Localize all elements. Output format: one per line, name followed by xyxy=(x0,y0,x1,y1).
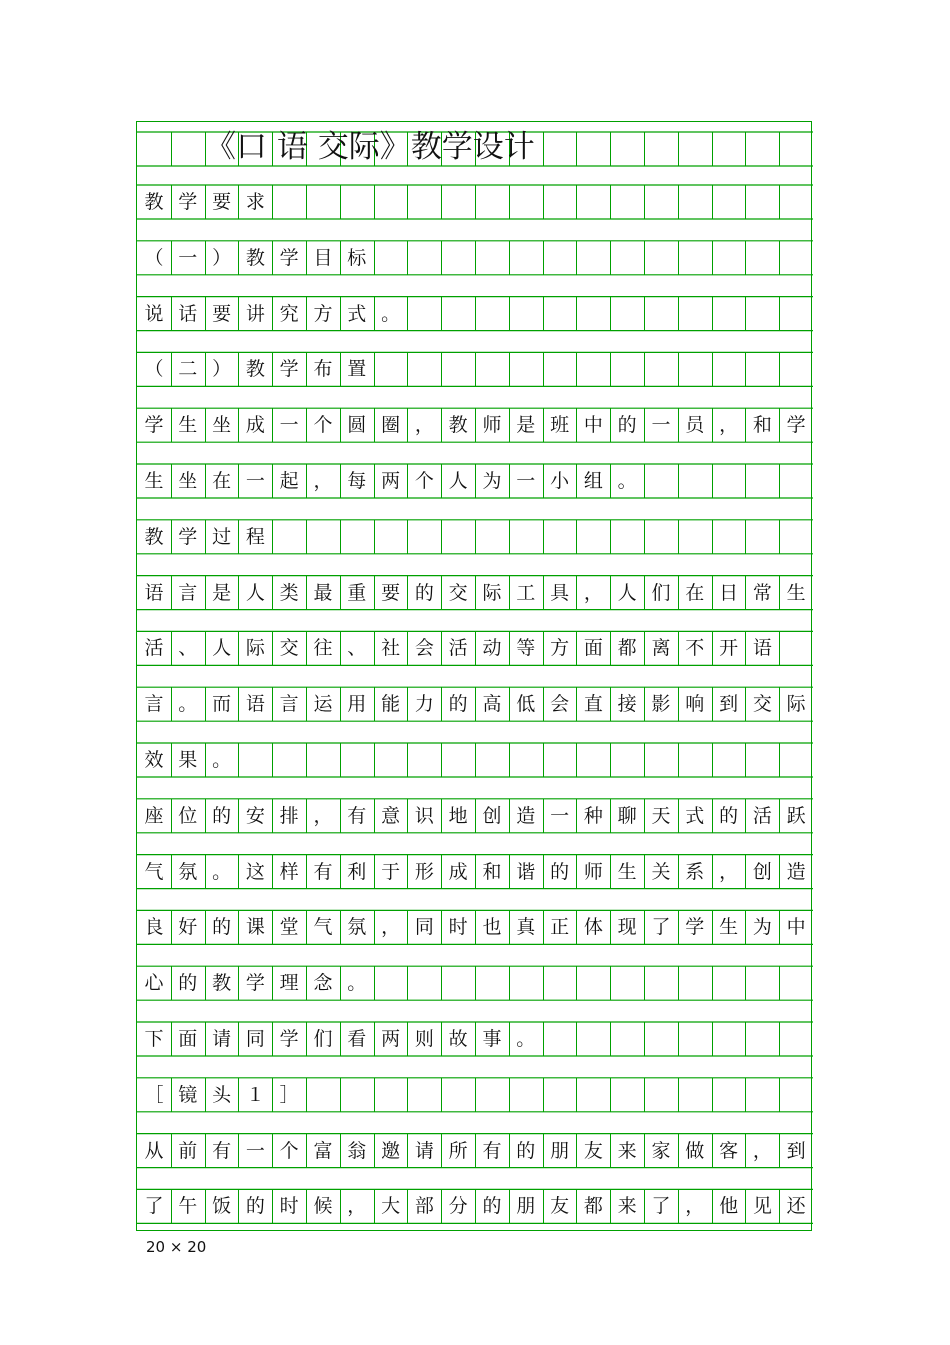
grid-char: ） xyxy=(212,246,232,269)
grid-char: 为 xyxy=(752,916,772,939)
grid-char: 了 xyxy=(651,916,671,939)
grid-char: 头 xyxy=(212,1083,232,1106)
grid-char: 会 xyxy=(414,637,434,660)
grid-char: 心 xyxy=(144,972,164,995)
grid-char: 是 xyxy=(516,414,536,437)
grid-char: 一 xyxy=(245,1139,265,1162)
grid-char: 的 xyxy=(414,581,434,604)
grid-char: 重 xyxy=(347,581,367,604)
grid-char: 。 xyxy=(212,860,232,883)
grid-char: 员 xyxy=(685,414,705,437)
grid-char: 师 xyxy=(583,860,603,883)
grid-char: 求 xyxy=(245,191,265,213)
grid-char: ， xyxy=(347,1195,367,1218)
grid-char: 的 xyxy=(212,804,232,827)
grid-char: 两 xyxy=(381,470,401,492)
grid-char: 。 xyxy=(178,693,198,716)
grid-char: 方 xyxy=(313,302,333,325)
grid-char: 式 xyxy=(685,804,705,827)
grid-char: 的 xyxy=(212,916,232,939)
grid-char: 班 xyxy=(550,414,570,437)
grid-char: 都 xyxy=(583,1195,603,1218)
grid-char: 语 xyxy=(752,637,772,660)
grid-char: 家 xyxy=(651,1139,671,1162)
grid-char: 位 xyxy=(178,804,198,827)
grid-char: ］ xyxy=(279,1083,299,1106)
grid-char: 创 xyxy=(482,804,502,827)
grid-char: 正 xyxy=(550,916,570,939)
grid-char: 日 xyxy=(719,581,739,604)
grid-char: ） xyxy=(212,358,232,381)
grid-size-label: 20 × 20 xyxy=(146,1238,207,1256)
grid-char: 大 xyxy=(381,1195,401,1218)
grid-char: 于 xyxy=(381,860,401,883)
grid-char: 体 xyxy=(583,916,603,939)
grid-char: 来 xyxy=(617,1139,637,1162)
grid-char: 方 xyxy=(550,637,570,660)
grid-char: 社 xyxy=(381,637,401,660)
grid-char: 到 xyxy=(719,693,739,716)
grid-char: 坐 xyxy=(178,470,198,492)
grid-char: 中 xyxy=(583,414,603,437)
grid-char: 部 xyxy=(414,1195,434,1218)
grid-char: 生 xyxy=(178,414,198,437)
grid-char: 请 xyxy=(212,1028,232,1050)
grid-lines xyxy=(137,122,813,1232)
grid-char: 教 xyxy=(144,191,164,213)
grid-char: 午 xyxy=(178,1195,198,1218)
grid-char: 前 xyxy=(178,1139,198,1162)
grid-char: 一 xyxy=(516,470,536,492)
grid-char: 语 xyxy=(144,581,164,604)
grid-char: 活 xyxy=(448,637,468,660)
grid-char: ， xyxy=(719,414,739,437)
grid-char: 效 xyxy=(144,749,164,771)
grid-char: （ xyxy=(144,246,164,269)
grid-char: 言 xyxy=(144,693,164,716)
grid-char: 同 xyxy=(245,1028,265,1050)
grid-char: 也 xyxy=(482,916,502,939)
grid-char: 目 xyxy=(313,246,333,269)
grid-char: 圆 xyxy=(347,414,367,437)
grid-char: 一 xyxy=(651,414,671,437)
grid-char: 们 xyxy=(651,581,671,604)
grid-char: ， xyxy=(381,916,401,939)
grid-char: 跃 xyxy=(786,804,806,827)
grid-char: 能 xyxy=(381,693,401,716)
grid-char: 天 xyxy=(651,804,671,827)
grid-char: 教 xyxy=(245,246,265,269)
grid-char: 。 xyxy=(516,1028,536,1050)
grid-char: 造 xyxy=(786,860,806,883)
grid-char: 。 xyxy=(347,972,367,995)
grid-char: 一 xyxy=(178,246,198,269)
grid-char: 布 xyxy=(313,358,333,381)
grid-char: 人 xyxy=(448,470,468,492)
grid-char: 程 xyxy=(245,525,265,548)
grid-char: 关 xyxy=(651,860,671,883)
grid-char: 活 xyxy=(752,804,772,827)
grid-char: ， xyxy=(685,1195,705,1218)
grid-char: 朋 xyxy=(516,1195,536,1218)
grid-char: 人 xyxy=(245,581,265,604)
grid-char: 的 xyxy=(178,972,198,995)
grid-char: 二 xyxy=(178,358,198,381)
grid-char: 种 xyxy=(583,804,603,827)
grid-char: 则 xyxy=(414,1028,434,1050)
grid-char: 运 xyxy=(313,693,333,716)
grid-char: 置 xyxy=(347,358,367,381)
grid-char: 往 xyxy=(313,637,333,660)
grid-char: 圈 xyxy=(381,414,401,437)
grid-char: 生 xyxy=(719,916,739,939)
grid-char: 标 xyxy=(347,246,367,269)
grid-char: 良 xyxy=(144,916,164,939)
grid-char: 常 xyxy=(752,581,772,604)
grid-char: 学 xyxy=(786,414,806,437)
grid-char: 一 xyxy=(279,414,299,437)
grid-char: 最 xyxy=(313,581,333,604)
grid-char: 所 xyxy=(448,1139,468,1162)
grid-char: 都 xyxy=(617,637,637,660)
grid-char: 识 xyxy=(414,804,434,827)
grid-char: 个 xyxy=(414,470,434,492)
grid-char: 教 xyxy=(144,525,164,548)
manuscript-grid-paper xyxy=(136,121,812,1231)
grid-char: 地 xyxy=(448,804,468,827)
grid-char: 他 xyxy=(719,1195,739,1218)
grid-char: 到 xyxy=(786,1139,806,1162)
grid-char: 讲 xyxy=(245,302,265,325)
grid-char: 谐 xyxy=(516,860,536,883)
grid-char: 究 xyxy=(279,302,299,325)
grid-char: 翁 xyxy=(347,1139,367,1162)
grid-char: 见 xyxy=(752,1195,772,1218)
grid-char: 镜 xyxy=(178,1083,198,1106)
grid-char: 一 xyxy=(550,804,570,827)
grid-char: 了 xyxy=(144,1195,164,1218)
grid-char: 中 xyxy=(786,916,806,939)
grid-char: ， xyxy=(719,860,739,883)
grid-char: １ xyxy=(245,1083,265,1106)
grid-char: 的 xyxy=(448,693,468,716)
grid-char: 理 xyxy=(279,972,299,995)
grid-char: 学 xyxy=(279,246,299,269)
grid-char: 要 xyxy=(212,191,232,213)
grid-char: ， xyxy=(414,414,434,437)
document-title: 《口 语 交际》教学设计 xyxy=(205,129,535,165)
grid-char: 故 xyxy=(448,1028,468,1050)
grid-char: 际 xyxy=(786,693,806,716)
grid-char: 的 xyxy=(516,1139,536,1162)
grid-char: 。 xyxy=(212,749,232,771)
grid-char: 起 xyxy=(279,470,299,492)
grid-char: 高 xyxy=(482,693,502,716)
grid-char: 的 xyxy=(550,860,570,883)
grid-char: 富 xyxy=(313,1139,333,1162)
grid-char: 而 xyxy=(212,693,232,716)
grid-char: 气 xyxy=(144,860,164,883)
grid-char: 教 xyxy=(448,414,468,437)
grid-char: 的 xyxy=(245,1195,265,1218)
grid-char: 、 xyxy=(347,637,367,660)
grid-char: ， xyxy=(752,1139,772,1162)
grid-char: 有 xyxy=(482,1139,502,1162)
grid-char: 氛 xyxy=(178,860,198,883)
grid-char: 生 xyxy=(617,860,637,883)
grid-char: 果 xyxy=(178,749,198,771)
grid-char: 类 xyxy=(279,581,299,604)
grid-char: 意 xyxy=(381,804,401,827)
grid-char: 朋 xyxy=(550,1139,570,1162)
grid-char: 还 xyxy=(786,1195,806,1218)
grid-char: 成 xyxy=(448,860,468,883)
grid-char: ， xyxy=(583,581,603,604)
grid-char: 有 xyxy=(313,860,333,883)
grid-char: 际 xyxy=(482,581,502,604)
grid-char: 成 xyxy=(245,414,265,437)
grid-char: ， xyxy=(313,804,333,827)
grid-char: 交 xyxy=(752,693,772,716)
grid-char: 要 xyxy=(212,302,232,325)
grid-char: 人 xyxy=(617,581,637,604)
grid-char: 言 xyxy=(178,581,198,604)
grid-char: 教 xyxy=(245,358,265,381)
grid-char: 和 xyxy=(482,860,502,883)
grid-char: 会 xyxy=(550,693,570,716)
grid-char: 安 xyxy=(245,804,265,827)
grid-char: 做 xyxy=(685,1139,705,1162)
grid-char: 影 xyxy=(651,693,671,716)
grid-char: 低 xyxy=(516,693,536,716)
grid-char: 座 xyxy=(144,804,164,827)
grid-char: 活 xyxy=(144,637,164,660)
grid-char: 说 xyxy=(144,302,164,325)
grid-char: 语 xyxy=(245,693,265,716)
grid-char: 客 xyxy=(719,1139,739,1162)
grid-char: 的 xyxy=(617,414,637,437)
grid-char: 这 xyxy=(245,860,265,883)
grid-char: 邀 xyxy=(381,1139,401,1162)
grid-char: 生 xyxy=(786,581,806,604)
grid-char: 友 xyxy=(550,1195,570,1218)
grid-char: 友 xyxy=(583,1139,603,1162)
grid-char: 为 xyxy=(482,470,502,492)
grid-char: 现 xyxy=(617,916,637,939)
grid-char: 的 xyxy=(482,1195,502,1218)
grid-char: 饭 xyxy=(212,1195,232,1218)
grid-char: 式 xyxy=(347,302,367,325)
grid-char: 。 xyxy=(381,302,401,325)
grid-char: 的 xyxy=(719,804,739,827)
grid-char: 有 xyxy=(212,1139,232,1162)
grid-char: 学 xyxy=(685,916,705,939)
grid-char: 交 xyxy=(448,581,468,604)
grid-char: 是 xyxy=(212,581,232,604)
grid-char: 时 xyxy=(448,916,468,939)
grid-char: 面 xyxy=(178,1028,198,1050)
grid-char: 学 xyxy=(178,525,198,548)
grid-char: 教 xyxy=(212,972,232,995)
grid-char: 两 xyxy=(381,1028,401,1050)
grid-char: 直 xyxy=(583,693,603,716)
grid-char: 组 xyxy=(583,470,603,492)
grid-char: 真 xyxy=(516,916,536,939)
grid-char: 候 xyxy=(313,1195,333,1218)
grid-char: 学 xyxy=(279,1028,299,1050)
grid-char: 、 xyxy=(178,637,198,660)
grid-char: 聊 xyxy=(617,804,637,827)
grid-char: 动 xyxy=(482,637,502,660)
grid-char: 和 xyxy=(752,414,772,437)
grid-char: 看 xyxy=(347,1028,367,1050)
grid-char: 样 xyxy=(279,860,299,883)
grid-char: 每 xyxy=(347,470,367,492)
grid-char: 响 xyxy=(685,693,705,716)
grid-char: ， xyxy=(313,470,333,492)
grid-char: 氛 xyxy=(347,916,367,939)
grid-char: 等 xyxy=(516,637,536,660)
grid-char: 个 xyxy=(313,414,333,437)
grid-char: 开 xyxy=(719,637,739,660)
grid-char: 要 xyxy=(381,581,401,604)
grid-char: 一 xyxy=(245,470,265,492)
grid-char: 学 xyxy=(144,414,164,437)
grid-char: 造 xyxy=(516,804,536,827)
grid-char: 小 xyxy=(550,470,570,492)
grid-char: 时 xyxy=(279,1195,299,1218)
grid-char: 交 xyxy=(279,637,299,660)
grid-char: 人 xyxy=(212,637,232,660)
grid-char: 个 xyxy=(279,1139,299,1162)
grid-char: 具 xyxy=(550,581,570,604)
grid-char: 师 xyxy=(482,414,502,437)
grid-char: 排 xyxy=(279,804,299,827)
grid-char: 好 xyxy=(178,916,198,939)
grid-char: 利 xyxy=(347,860,367,883)
grid-char: 学 xyxy=(178,191,198,213)
grid-char: 系 xyxy=(685,860,705,883)
grid-char: 在 xyxy=(212,470,232,492)
grid-char: 离 xyxy=(651,637,671,660)
grid-char: 堂 xyxy=(279,916,299,939)
grid-char: 力 xyxy=(414,693,434,716)
grid-char: 面 xyxy=(583,637,603,660)
grid-char: 创 xyxy=(752,860,772,883)
grid-char: 在 xyxy=(685,581,705,604)
grid-char: 分 xyxy=(448,1195,468,1218)
grid-char: 生 xyxy=(144,470,164,492)
grid-char: 接 xyxy=(617,693,637,716)
grid-char: 形 xyxy=(414,860,434,883)
grid-char: （ xyxy=(144,358,164,381)
grid-char: 。 xyxy=(617,470,637,492)
grid-char: 事 xyxy=(482,1028,502,1050)
grid-char: 坐 xyxy=(212,414,232,437)
grid-char: 不 xyxy=(685,637,705,660)
grid-char: 过 xyxy=(212,525,232,548)
grid-char: 请 xyxy=(414,1139,434,1162)
grid-char: 话 xyxy=(178,302,198,325)
grid-char: 言 xyxy=(279,693,299,716)
grid-char: 有 xyxy=(347,804,367,827)
grid-char: 际 xyxy=(245,637,265,660)
grid-char: 们 xyxy=(313,1028,333,1050)
grid-char: 气 xyxy=(313,916,333,939)
grid-char: 学 xyxy=(245,972,265,995)
grid-char: 念 xyxy=(313,972,333,995)
grid-char: 下 xyxy=(144,1028,164,1050)
grid-char: 用 xyxy=(347,693,367,716)
grid-char: 同 xyxy=(414,916,434,939)
grid-char: 了 xyxy=(651,1195,671,1218)
grid-char: 从 xyxy=(144,1139,164,1162)
grid-char: 来 xyxy=(617,1195,637,1218)
grid-char: 工 xyxy=(516,581,536,604)
grid-char: 课 xyxy=(245,916,265,939)
grid-char: 学 xyxy=(279,358,299,381)
grid-char: ［ xyxy=(144,1083,164,1106)
